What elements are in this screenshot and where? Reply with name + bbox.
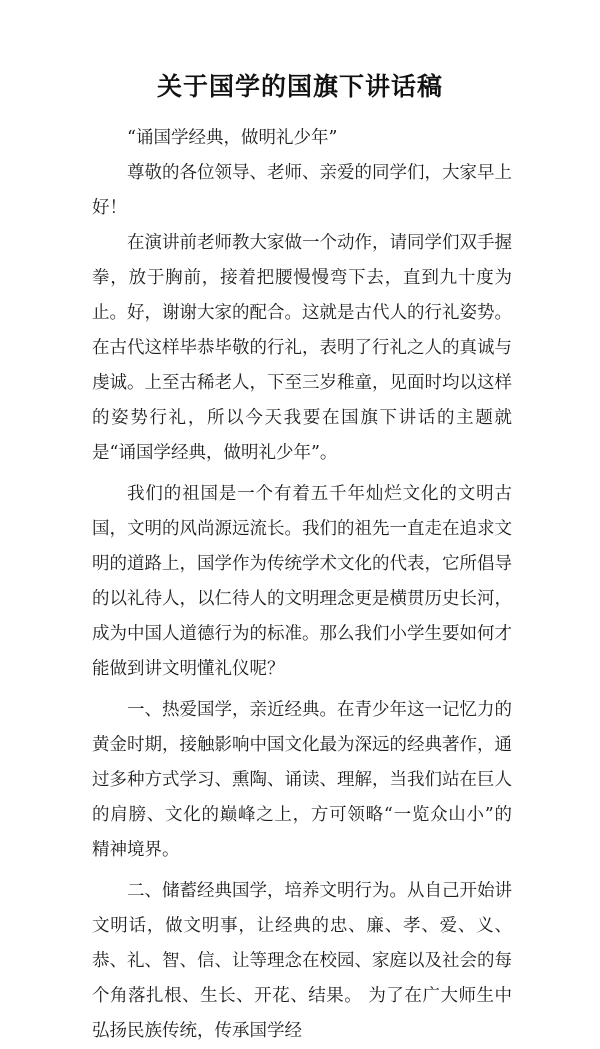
speech-subtitle: “诵国学经典，做明礼少年” bbox=[127, 128, 338, 148]
paragraph-opening: 在演讲前老师教大家做一个动作，请同学们双手握拳，放于胸前，接着把腰慢慢弯下去，直到九十度为止。好，谢谢大家的配合。这就是古代人的行礼姿势。在古代这样毕恭毕敬的行礼，表明了行礼之人的真诚与虔诚。上至古稀老人，下至三岁稚童，见面时均以这样的姿势行礼，所以今天我要在国旗下讲话的主题就是“诵国学经典，做明礼少年”。 bbox=[92, 233, 512, 463]
paragraph-point-two: 二、储蓄经典国学，培养文明行为。从自己开始讲文明话，做文明事，让经典的忠、廉、孝、爱、义、恭、礼、智、信、让等理念在校园、家庭以及社会的每个角落扎根、生长、开花、结果。 为了在广大师生中弘扬民族传统，传承国学经 bbox=[92, 881, 512, 1041]
paragraph-motherland: 我们的祖国是一个有着五千年灿烂文化的文明古国，文明的风尚源远流长。我们的祖先一直走在追求文明的道路上，国学作为传统学术文化的代表，它所倡导的以礼待人，以仁待人的文明理念更是横贯历史长河，成为中国人道德行为的标准。那么我们小学生要如何才能做到讲文明懂礼仪呢？ bbox=[92, 484, 512, 679]
paragraph-point-one: 一、热爱国学，亲近经典。在青少年这一记忆力的黄金时期，接触影响中国文化最为深远的经典著作，通过多种方式学习、熏陶、诵读、理解，当我们站在巨人的肩膀、文化的巅峰之上，方可领略“一览众山小”的精神境界。 bbox=[92, 700, 512, 860]
paragraph-greeting: 尊敬的各位领导、老师、亲爱的同学们，大家早上好！ bbox=[92, 163, 512, 218]
document-title: 关于国学的国旗下讲话稿 bbox=[156, 72, 443, 101]
document-body bbox=[92, 121, 512, 1049]
